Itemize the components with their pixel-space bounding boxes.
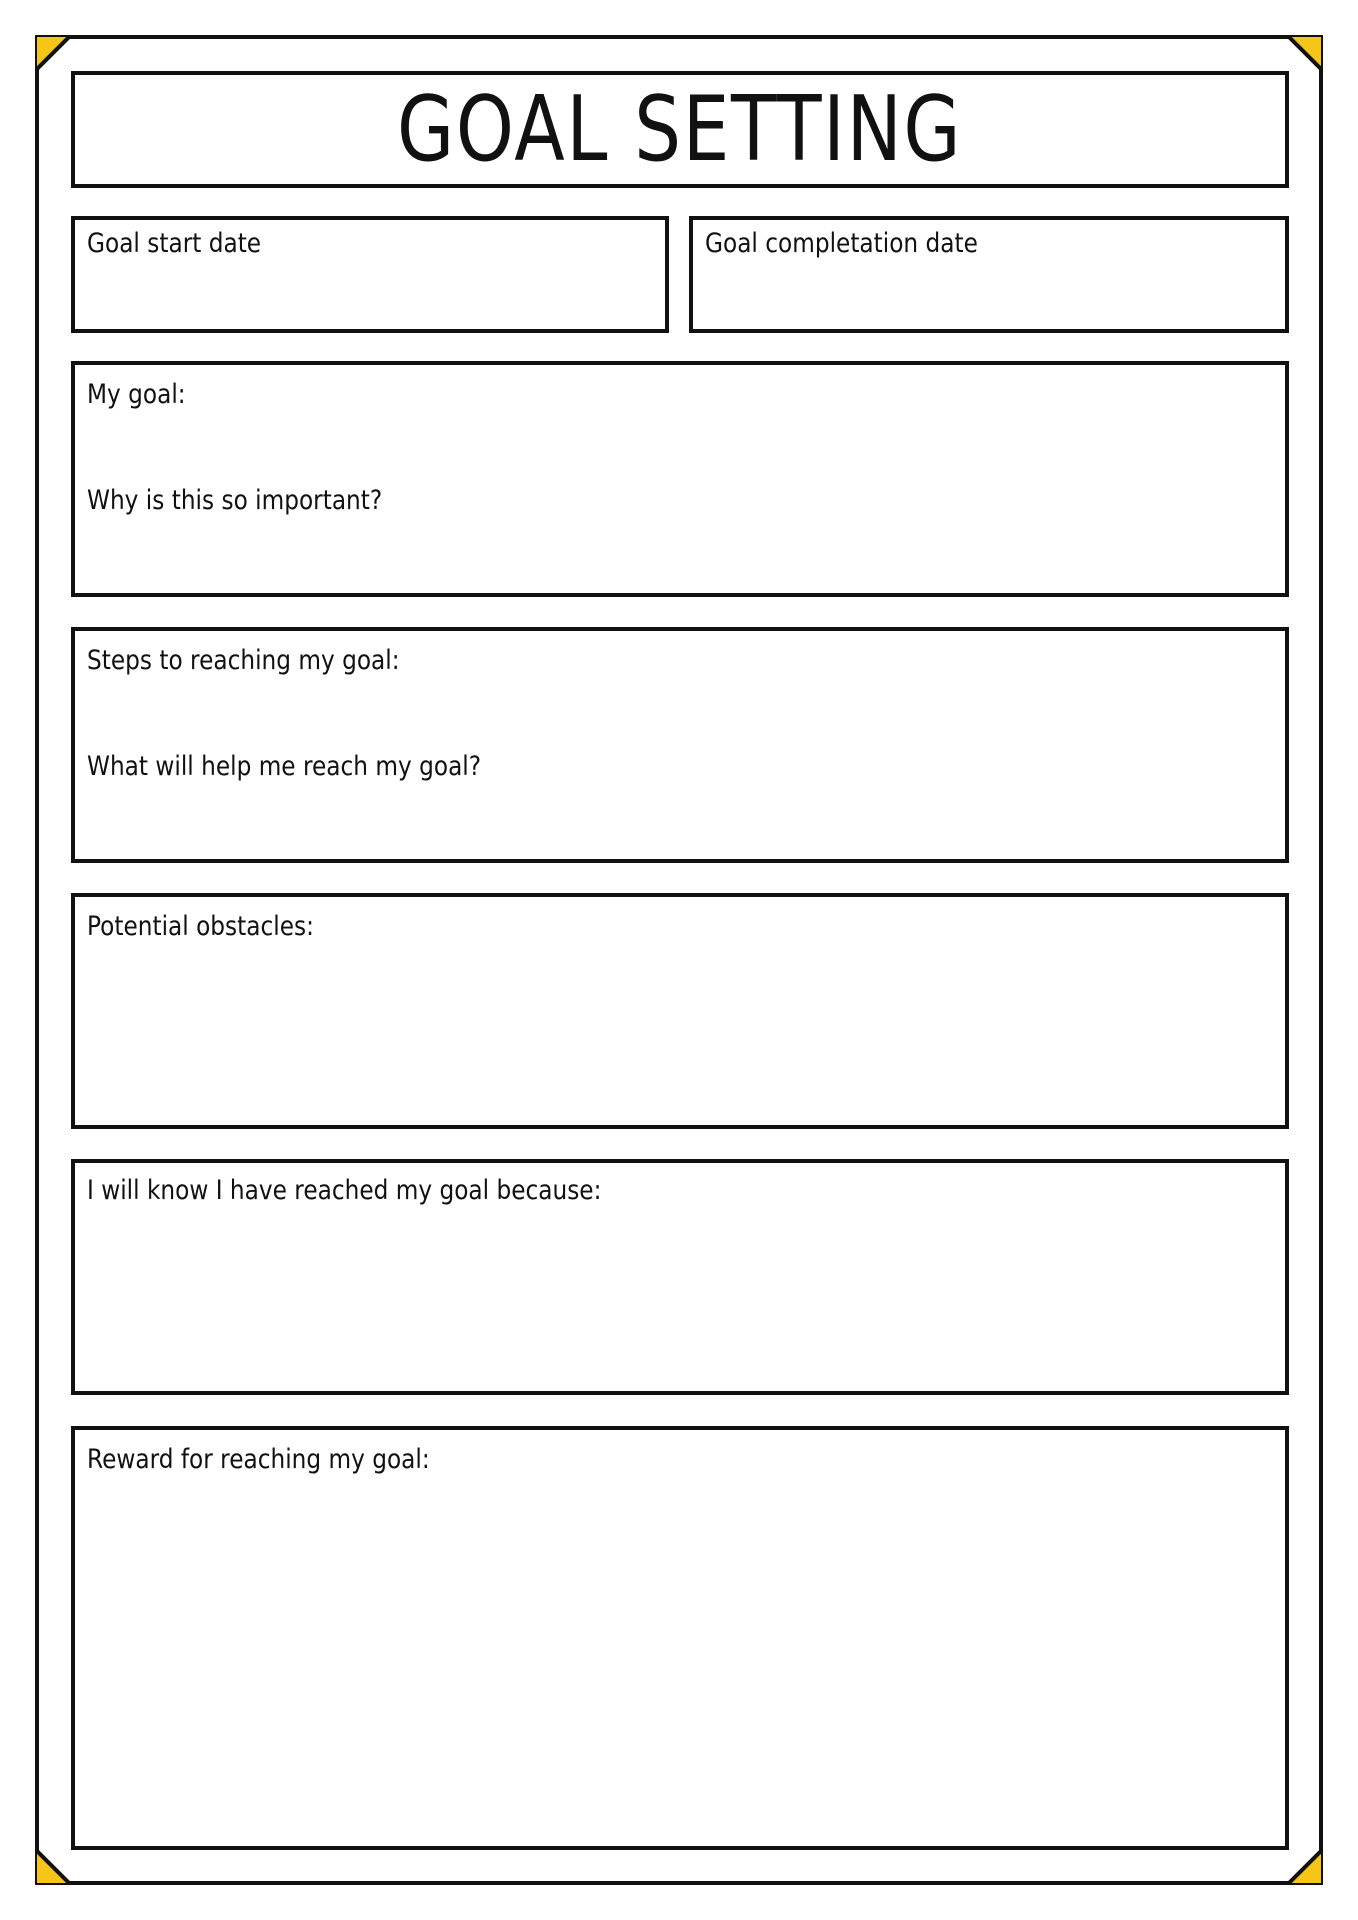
corner-decoration-top-left (35, 35, 73, 73)
reward-box[interactable] (71, 1426, 1289, 1850)
know-reached-label: I will know I have reached my goal because: (87, 1175, 602, 1206)
my-goal-box[interactable] (71, 361, 1289, 597)
know-reached-field[interactable] (87, 1221, 1273, 1385)
corner-decoration-bottom-right (1285, 1847, 1323, 1885)
corner-decoration-top-right (1285, 35, 1323, 73)
obstacles-label: Potential obstacles: (87, 911, 314, 942)
obstacles-field[interactable] (87, 955, 1273, 1119)
reward-label: Reward for reaching my goal: (87, 1444, 430, 1475)
steps-field[interactable] (87, 687, 1273, 739)
help-reach-goal-field[interactable] (87, 793, 1273, 845)
goal-completion-date-label: Goal completation date (705, 228, 978, 259)
steps-label: Steps to reaching my goal: (87, 645, 400, 676)
page-title: GOAL SETTING (397, 76, 963, 182)
my-goal-label: My goal: (87, 379, 186, 410)
goal-start-date-field[interactable] (87, 272, 653, 324)
steps-box[interactable] (71, 627, 1289, 863)
know-reached-box[interactable] (71, 1159, 1289, 1395)
reward-field[interactable] (87, 1490, 1273, 1834)
obstacles-box[interactable] (71, 893, 1289, 1129)
why-important-label: Why is this so important? (87, 485, 383, 516)
goal-completion-date-box[interactable] (689, 216, 1289, 333)
goal-start-date-label: Goal start date (87, 228, 262, 259)
help-reach-goal-label: What will help me reach my goal? (87, 751, 482, 782)
goal-start-date-box[interactable] (71, 216, 669, 333)
goal-completion-date-field[interactable] (705, 272, 1273, 324)
title-box (71, 71, 1289, 188)
corner-decoration-bottom-left (35, 1847, 73, 1885)
why-important-field[interactable] (87, 527, 1273, 579)
my-goal-field[interactable] (87, 421, 1273, 473)
